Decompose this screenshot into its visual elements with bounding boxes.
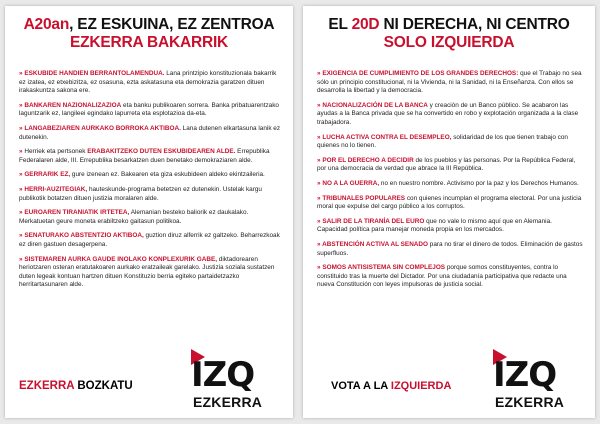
list-item: » GERRARIK EZ, gure izenean ez. Bakearen eta giza eskubideen aldeko ekintzaileria. — [19, 171, 265, 179]
basque-flyer-page — [5, 6, 293, 418]
izq-logo — [187, 346, 267, 412]
list-item: » HERRI-AUZITEGIAK, hauteskunde-programa betetzen ez dutenekin. Ustelak kargu publikotik botatzen dituen justizia moralaren alde. — [19, 185, 262, 202]
logo-wordmark: IZQ — [493, 355, 557, 395]
list-item: » POR EL DERECHO A DECIDIR de los pueblos y las personas. Por la República Federal, por una democracia de verdad que abrace la III República. — [317, 156, 576, 173]
logo-subtitle: EZKERRA — [495, 394, 565, 410]
vote-call: EZKERRA BOZKATU — [19, 380, 133, 392]
list-item: » ESKUBIDE HANDIEN BERRANTOLAMENDUA. Lana printzipio konstituzionala bakarrik ez izatea, ez etxebizitza, ez osasuna, ezta askatasuna eta demokrazia garatzen dituen irakaskuntza sakona ere. — [19, 70, 277, 95]
flyer-header — [303, 16, 595, 52]
list-item: » SENATURAKO ABSTENTZIO AKTIBOA, guztion diruz alferrik ez galtzeko. Beharrezkoak ez diren gastuen desagerpena. — [19, 232, 280, 248]
list-item: » TRIBUNALES POPULARES con quienes incumplan el programa electoral. Por una justicia moral que expulse del cargo público a los corruptos. — [317, 194, 582, 211]
list-item: » SISTEMAREN AURKA GAUDE INOLAKO KONPLEXURIK GABE, diktadorearen heriotzaren osteran eratutakoaren aurkako eratzaileak garelako. Justizia soziala sustatzen duten legeak kontuan hartzen dituen Konstituzio berria egiteko partaidetzazko herritartasunaren alde. — [19, 255, 275, 289]
list-item: » BANKAREN NAZIONALIZAZIOA eta banku publikoaren sorrera. Banka pribatuarentzako laguntzarik ez, langileei egindako lapurreta eta esplotazioa da-eta. — [19, 101, 279, 118]
logo-wordmark: IZQ — [191, 355, 255, 395]
list-item: » Herriek eta pertsonek ERABAKITZEKO DUTEN ESKUBIDEAREN ALDE. Errepublika Federalaren alde, III. Errepublika besarkatzen duen benetako demokraziaren alde. — [19, 148, 270, 164]
logo-subtitle: EZKERRA — [193, 394, 263, 410]
flyer-title: A20an, EZ ESKUINA, EZ ZENTROA — [23, 16, 275, 33]
vote-call: VOTA A LA IZQUIERDA — [331, 380, 452, 392]
proposal-list — [317, 70, 583, 296]
list-item: » NO A LA GUERRA, no en nuestro nombre. Activismo por la paz y los Derechos Humanos. — [317, 179, 579, 187]
proposal-list — [19, 70, 281, 296]
list-item: » EUROAREN TIRANIATIK IRTETEA, Alemanian besteko baliorik ez daukalako. Merkatuetan geure moneta erabiltzeko gaitasun politikoa. — [19, 209, 249, 225]
list-item: » LANGABEZIAREN AURKAKO BORROKA AKTIBOA. Lana dutenen elkartasuna lanik ez dutenekin. — [19, 124, 281, 141]
list-item: » SALIR DE LA TIRANÍA DEL EURO que no vale lo mismo aquí que en Alemania. Capacidad política para manejar moneda propia en los mercados. — [317, 217, 552, 234]
flyer-subtitle: EZKERRA BAKARRIK — [69, 34, 229, 51]
flyer-footer — [303, 340, 595, 418]
list-item: » SOMOS ANTISISTEMA SIN COMPLEJOS porque somos constituyentes, contra lo constituido tras la muerte del Dictador. Por una ciudadanía participativa que redacte una nueva Constitución con leyes impulsoras de justicia social. — [317, 264, 567, 289]
flyer-title: EL 20D NI DERECHA, NI CENTRO — [328, 16, 570, 33]
spanish-flyer-page — [303, 6, 595, 418]
flyer-footer — [5, 340, 293, 418]
list-item: » NACIONALIZACIÓN DE LA BANCA y creación de un Banco público. Se acabaron las ayudas a la Banca privada que se ha convertido en robo y explotación organizada a la clase trabajadora. — [317, 101, 579, 126]
izq-logo — [489, 346, 569, 412]
list-item: » ABSTENCIÓN ACTIVA AL SENADO para no tirar el dinero de todos. Eliminación de gastos superfluos. — [317, 240, 583, 257]
list-item: » LUCHA ACTIVA CONTRA EL DESEMPLEO, solidaridad de los que tienen trabajo con quienes no lo tienen. — [317, 133, 568, 150]
list-item: » EXIGENCIA DE CUMPLIMIENTO DE LOS GRANDES DERECHOS: que el Trabajo no sea sólo un principio constitucional, ni la Vivienda, ni la Sanidad, ni la Enseñanza. Con ellos se desarrolla la libertad y la democracia. — [317, 70, 582, 95]
flyer-header — [5, 16, 293, 52]
flyer-subtitle: SOLO IZQUIERDA — [383, 34, 515, 51]
